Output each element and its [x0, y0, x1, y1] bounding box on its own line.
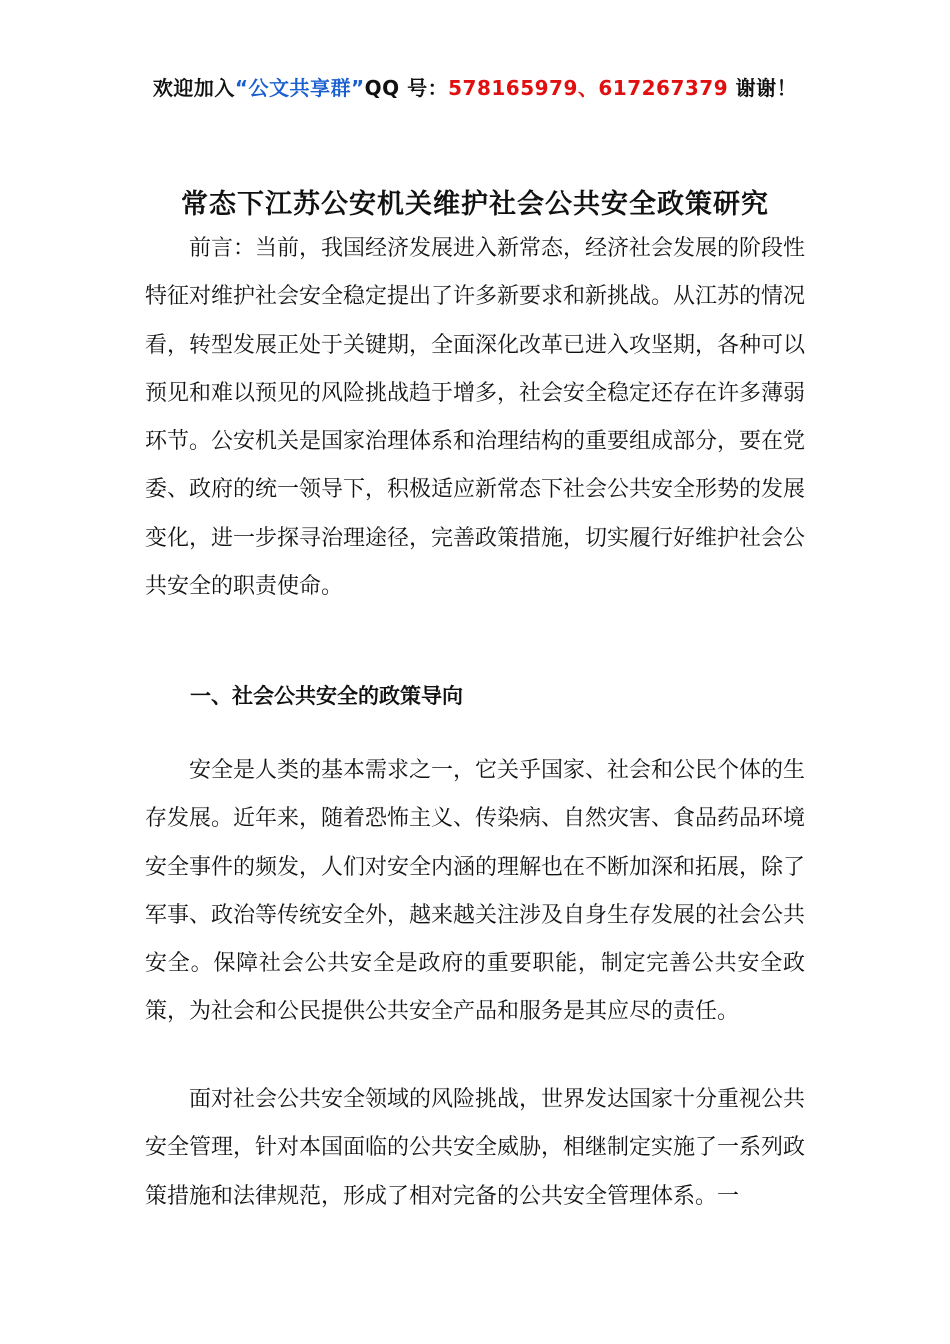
body-paragraph-2: 面对社会公共安全领域的风险挑战，世界发达国家十分重视公共安全管理，针对本国面临的公共安全威胁，相继制定实施了一系列政策措施和法律规范，形成了相对完备的公共安全管理体系。一 [145, 1087, 806, 1209]
banner-prefix: 欢迎加入 [152, 76, 235, 100]
section-heading: 一、社会公共安全的政策导向 [190, 684, 463, 708]
banner-qq-label: QQ 号： [364, 76, 449, 100]
preface-paragraph: 前言：当前，我国经济发展进入新常态，经济社会发展的阶段性特征对维护社会安全稳定提出了许多新要求和新挑战。从江苏的情况看，转型发展正处于关键期，全面深化改革已进入攻坚期，各种可以预见和难以预见的风险挑战趋于增多，社会安全稳定还存在许多薄弱环节。公安机关是国家治理体系和治理结构的重要组成部分，要在党委、政府的统一领导下，积极适应新常态下社会公共安全形势的发展变化，进一步探寻治理途径，完善政策措施，切实履行好维护社会公共安全的职责使命。 [145, 236, 806, 600]
banner-suffix: 谢谢！ [728, 76, 798, 100]
header-banner [0, 72, 950, 101]
document-title: 常态下江苏公安机关维护社会公共安全政策研究 [181, 189, 769, 220]
banner-qq-numbers: 578165979、617267379 [448, 76, 729, 100]
banner-group-name: “公文共享群” [234, 76, 365, 100]
body-paragraph-1: 安全是人类的基本需求之一，它关乎国家、社会和公民个体的生存发展。近年来，随着恐怖主义、传染病、自然灾害、食品药品环境安全事件的频发，人们对安全内涵的理解也在不断加深和拓展，除了军事、政治等传统安全外，越来越关注涉及自身生存发展的社会公共安全。保障社会公共安全是政府的重要职能，制定完善公共安全政策，为社会和公民提供公共安全产品和服务是其应尽的责任。 [145, 758, 806, 1025]
